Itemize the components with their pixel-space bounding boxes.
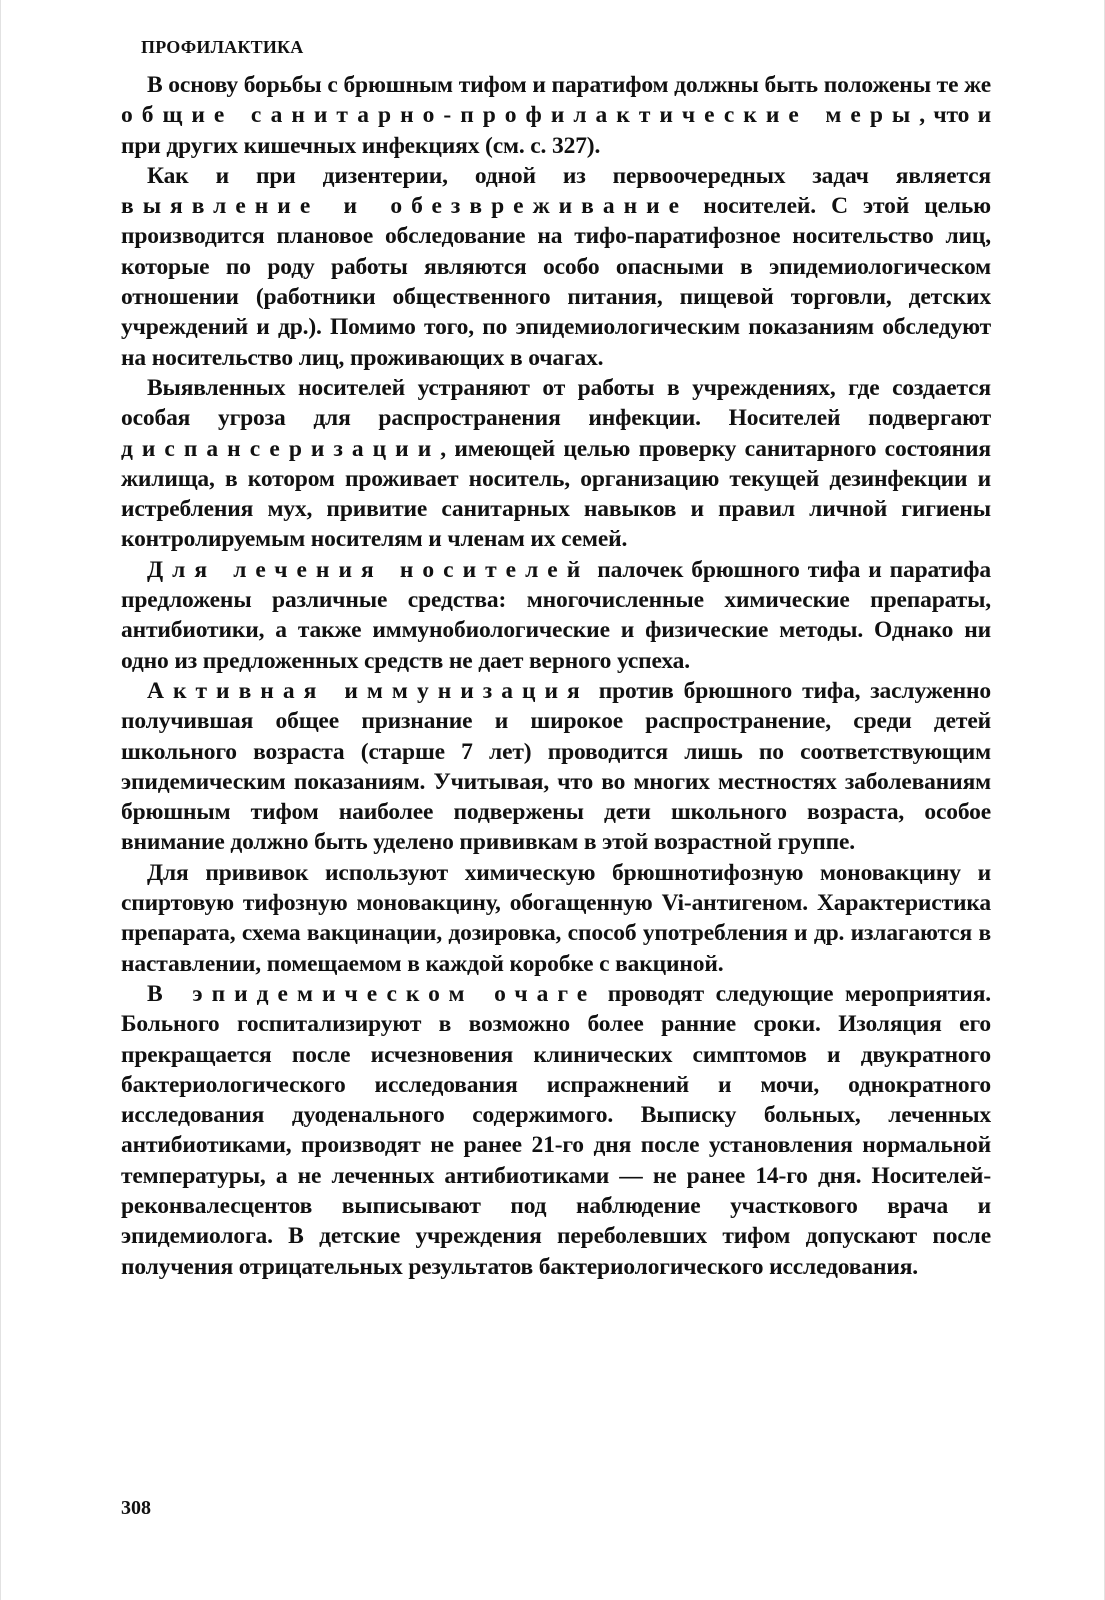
p3-text-a: Выявленных носителей устраняют от работы в учреждениях, где создается особая угроза для распространения инфекции. Носителей подвергают — [121, 374, 991, 432]
p5-spaced-term: Активная иммунизация — [147, 677, 589, 704]
section-heading: ПРОФИЛАКТИКА — [141, 37, 304, 57]
p2-spaced-term: выявление и обезвреживание — [121, 193, 689, 220]
paragraph-epidemic-focus — [121, 979, 991, 1282]
p2-text-a: Как и при дизентерии, одной из первоочередных задач является — [147, 162, 991, 189]
p1-text-b: , что и при других кишечных инфекциях (см. с. 327). — [121, 102, 991, 159]
paragraph-general-measures — [121, 70, 991, 161]
paragraph-carrier-treatment — [121, 555, 991, 676]
paragraph-vaccines: Для прививок используют химическую брюшнотифозную моновакцину и спиртовую тифозную моновакцину, обогащенную Vi-антигеном. Характеристика препарата, схема вакцинации, дозировка, способ употребления и др. излагаются в наставлении, помещаемом в каждой коробке с вакциной. — [121, 859, 991, 977]
p5-text-b: против брюшного тифа, заслуженно получившая общее признание и широкое распространение, среди детей школьного возраста (старше 7 лет) проводится лишь по соответствующим эпидемическим показаниям. Учитывая, что во многих местностях заболеваниям брюшным тифом наиболее подвержены дети школьного возраста, особое внимание должно быть уделено прививкам в этой возрастной группе. — [121, 677, 991, 856]
p7-text-b: проводят следующие мероприятия. Больного госпитализируют в возможно более ранние сроки. Изоляция его прекращается после исчезновения клинических симптомов и двукратного бактериологического исследования испражнений и мочи, однократного исследования дуоденального содержимого. Выписку больных, леченных антибиотиками, производят не ранее 21-го дня после установления нормальной температуры, а не леченных антибиотиками — не ранее 14-го дня. Носителей-реконвалесцентов выписывают под наблюдение участкового врача и эпидемиолога. В детские учреждения переболевших тифом допускают после получения отрицательных результатов бактериологического исследования. — [121, 980, 991, 1280]
paragraph-carrier-dispensary — [121, 373, 991, 555]
p3-text-b: , имеющей целью проверку санитарного состояния жилища, в котором проживает носитель, организацию текущей дезинфекции и истребления мух, привитие санитарных навыков и правил личной гигиены контролируемым носителям и членам их семей. — [121, 435, 991, 553]
page-number: 308 — [121, 1497, 151, 1519]
page-content — [121, 36, 991, 1282]
p4-text-b: палочек брюшного тифа и паратифа предложены различные средства: многочисленные химические препараты, антибиотики, а также иммунобиологические и физические методы. Однако ни одно из предложенных средств не дает верного успеха. — [121, 556, 991, 674]
p7-spaced-term: В эпидемическом очаге — [147, 980, 597, 1007]
p1-text-a: В основу борьбы с брюшным тифом и паратифом должны быть положены те же — [147, 72, 991, 98]
paragraph-active-immunization — [121, 676, 991, 858]
paragraph-carrier-detection — [121, 161, 991, 373]
p3-spaced-term: диспансеризации — [121, 435, 441, 462]
p1-spaced-term: общие санитарно-профилактические меры — [121, 102, 920, 129]
p2-text-b: носителей. С этой целью производится плановое обследование на тифо-паратифозное носительство лиц, которые по роду работы являются особо опасными в эпидемиологическом отношении (работники общественного питания, пищевой торговли, детских учреждений и др.). Помимо того, по эпидемиологическим показаниям обследуют на носительство лиц, проживающих в очагах. — [121, 193, 991, 371]
p4-spaced-term: Для лечения носителей — [147, 556, 590, 583]
